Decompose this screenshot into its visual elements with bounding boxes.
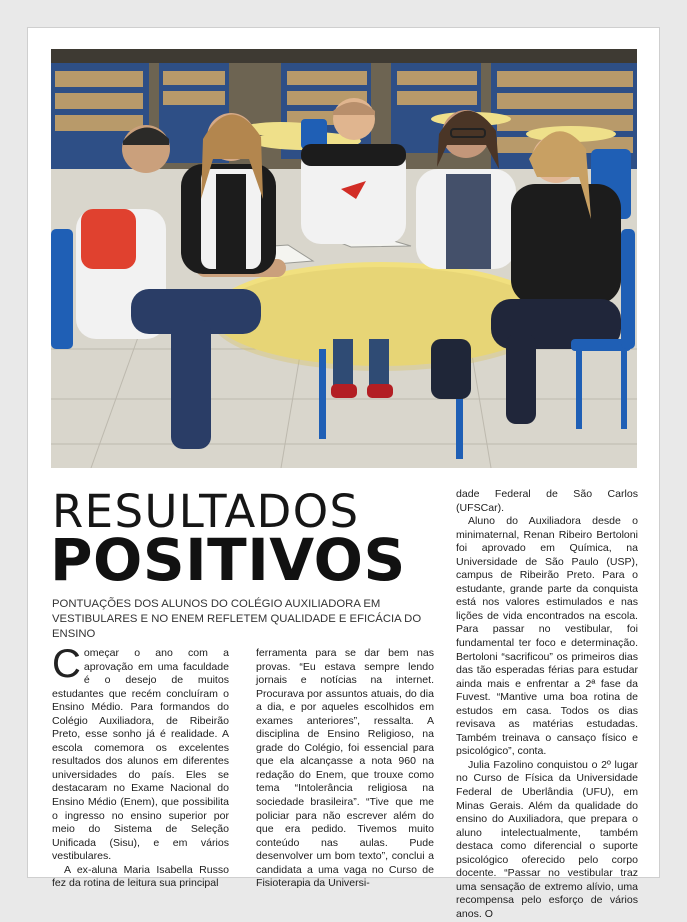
drop-cap: C bbox=[52, 642, 81, 686]
library-photo bbox=[51, 49, 637, 468]
col3-paragraph-3: Julia Fazolino conquistou o 2º lugar no Curso de Física da Universidade Federal de Uberlândia (UFU), em Minas Gerais. Além da qualidade do ensino do Auxiliadora, que prepara o aluno intelectualmente, também destaca como diferencial o suporte psicológico oferecido pelo corpo docente. “Passar no vestibular traz uma sensação de extremo alívio, uma recompensa pelo esforço de vários anos. O bbox=[456, 758, 638, 920]
col1-paragraph-1: omeçar o ano com a aprovação em uma faculdade é o desejo de muitos estudantes que recém concluíram o Ensino Médio. Para formandos do Colégio Auxiliadora, de Ribeirão Preto, esse sonho já é realidade. A escola comemora os excelentes resultados dos alunos em diferentes universidades do país. Eles se destacaram no Exame Nacional do Ensino Médio (Enem), que possibilita o ingresso no ensino superior por meio do Sistema de Seleção Unificada (Sisu), e em vários vestibulares. bbox=[52, 647, 229, 863]
article-column-3 bbox=[456, 488, 638, 922]
col3-paragraph-2: Aluno do Auxiliadora desde o minimaternal, Renan Ribeiro Bertoloni foi aprovado em Química, na Universidade de São Paulo (USP), campus de Ribeirão Preto. Para o estudante, grande parte da conquista está nos valores estimulados e nas lições de vida encontrados na escola. Para passar no vestibular, foi fundamental ter foco e determinação. Bertoloni “sacrificou” os primeiros dias das tão esperadas férias para estudar ainda mais e enfrentar a 2ª fase da Fuvest. “Mantive uma boa rotina de estudos em casa. Todos os dias revisava as matérias estudadas. Também treinava o cansaço físico e psicológico”, conta. bbox=[456, 515, 638, 758]
headline-line-2: POSITIVOS bbox=[50, 526, 406, 594]
article-column-1 bbox=[52, 642, 229, 891]
col2-paragraph-1: ferramenta para se dar bem nas provas. “Eu estava sempre lendo jornais e notícias na internet. Procurava por assuntos atuais, do dia a dia, e por aqueles escolhidos em exames anteriores”, ressalta. A disciplina de Ensino Religioso, na grade do Colégio, foi essencial para que ela alcançasse a nota 960 na redação do Enem, que trouxe como tema “Intolerância religiosa na sociedade brasileira”. “Tive que me policiar para não escrever além do que era pedido. Tivemos muito conteúdo nas aulas. Pude desenvolver um bom texto”, conclui a candidata a uma vaga no Curso de Fisioterapia da Universi- bbox=[256, 647, 434, 890]
headline-line-1: RESULTADOS bbox=[52, 485, 360, 538]
article-column-2 bbox=[256, 647, 434, 891]
article-deck: PONTUAÇÕES DOS ALUNOS DO COLÉGIO AUXILIADORA EM VESTIBULARES E NO ENEM REFLETEM QUALIDADE E EFICÁCIA DO ENSINO bbox=[52, 598, 422, 640]
photo-illustration bbox=[51, 49, 637, 468]
col1-paragraph-2: A ex-aluna Maria Isabella Russo fez da rotina de leitura sua principal bbox=[52, 863, 229, 890]
col3-paragraph-1: dade Federal de São Carlos (UFSCar). bbox=[456, 488, 638, 514]
